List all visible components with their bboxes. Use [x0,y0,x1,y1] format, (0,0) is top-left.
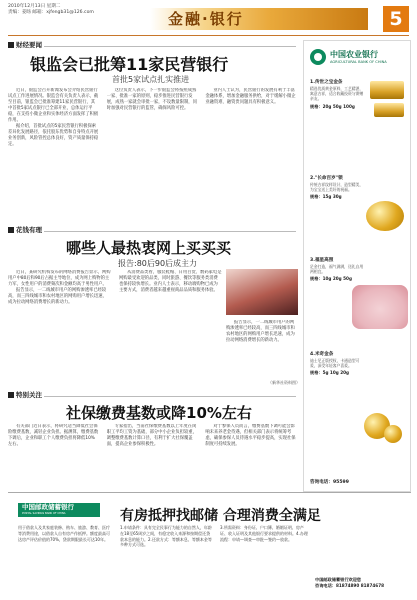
header-meta [8,4,94,16]
gold-bar-image [374,103,404,117]
product-title: 2."长命百岁"锁 [310,176,343,181]
product-title: 4.米奇金条 [310,352,334,357]
story3-body [8,424,296,488]
gold-coin-image [384,425,402,443]
paragraph: 这位负责人表示，下一步银监会将按照成熟一家、批准一家的原则，稳步推进民营银行发展，成熟一家就会审批一家，不设数量限制，同时加强对民营银行的监管，确保风险可控。 [106,88,197,111]
paragraph: 近日，某研究机构发布的网络消费报告显示，网购用户中80后和90后占据主导地位，成为网上购物的主力军，女性用户的消费频次和金额均高于男性用户。 [8,270,111,287]
story2-subhead: 报告:80后90后成主力 [118,259,198,268]
paragraph: 据介绍，首批试点的5家民营银行积极探索差异化发展路径，依托股东优势和自身特点开展业务创新，风险管控总体良好，资产质量保持稳定。 [8,124,99,147]
product-desc: 足金打造，福气满满，送礼自用两相宜。 [310,264,364,275]
tag-rule [44,46,296,47]
section-tag-special: 特别关注 [8,391,42,400]
tag-square-icon [8,392,14,398]
gold-bar-image [370,81,404,99]
section-title: 金融·银行 [168,10,244,28]
ad-headline: 有房抵押找邮储 合理消费全满足 [120,508,321,524]
story1-column [8,88,99,222]
story1-body [8,88,296,222]
story2-body [8,270,222,388]
ad-text: 3.所需资料：身份证、户口簿、婚姻证明、房产证、收入证明及其他银行要求提供的材料。4.办理流程：申请—调查—审批—签约—放款。 [220,525,308,542]
psbc-loan-ad [8,492,411,596]
abc-brand [310,47,406,69]
paragraph: 从消费品类看，服装鞋帽、日用百货、数码家电是网购最受欢迎的品类，同时旅游、餐饮等服务类消费也保持较快增长。业内人士表示，移动端购物已成为主要方式，消费者越来越重视商品品质和服务体验。 [119,270,222,293]
product-spec: 规格：20g 50g 100g [310,103,355,109]
product-desc: 传统吉祥纹样设计，造型精美，为宝宝送上美好的祝福。 [310,182,364,193]
ad-text: 1.申请条件：具有完全民事行为能力的自然人，年龄在18至65周岁之间，有稳定收入来源和按期偿还贷款本息的能力。2.还款方式：等额本息、等额本金等多种方式可选。 [120,525,212,548]
editor-info: 责编：姜旸 邮箱：xjfengb31@126.com [8,10,94,15]
section-tag-spending: 花钱有理 [8,226,42,235]
product-spec: 规格：10g 20g 50g [310,276,352,282]
page-header [0,0,417,36]
tag-rule [44,396,296,397]
abc-gold-ad [303,40,411,492]
story3-column [8,424,99,488]
psbc-name-cn: 中国邮政储蓄银行 [22,503,74,511]
abc-name-en: AGRICULTURAL BANK OF CHINA [330,60,387,64]
story2-column [119,270,222,388]
product-spec: 规格：5g 10g 20g [310,370,350,376]
ad-contact-label: 咨询电话： [315,583,336,588]
paragraph: 专家指出，当前社保缴费基数以上年度在岗职工平均工资为基础，部分中小企业负担较重，调整缴费基数计算口径，有利于扩大社保覆盖面，提高企业参保积极性。 [106,424,197,447]
page-number: 5 [383,6,409,32]
paragraph: 报告显示，一二线城市用户的网购渗透率已经较高，而三四线城市和农村地区的网购用户增长迅速，成为拉动网络消费增长的新动力。 [8,288,107,305]
product-item [310,257,406,282]
gold-lock-image [366,201,404,231]
issue-date: 2010年12月13日 星期二 [8,4,61,9]
story1-column [107,88,198,222]
product-item [310,175,406,200]
product-title: 3.福星高照 [310,258,334,263]
product-spec: 规格：15g 30g [310,194,342,200]
product-desc: 迪士尼正版授权，卡通造型可爱，深受年轻客户喜爱。 [310,358,360,369]
story1-subhead: 首批5家试点扎实推进 [112,75,190,84]
paragraph: 报告显示，一二线城市用户的网购渗透率已经较高，而三四线城市和农村地区的网购用户增长迅速，成为拉动网络消费增长的新动力。 [226,320,295,343]
paragraph: 近日，银监会召开新闻发布会介绍民营银行试点工作进展情况。银监会有关负责人表示，截至目前，银监会已批准筹建11家民营银行，其中首批5家试点银行已全部开业，总体运行平稳，在支持小微企业和实体经济方面发挥了积极作用。 [8,88,99,123]
tag-square-icon [8,227,14,233]
ad-phones: 81874890 81874678 [335,583,385,588]
story1-column [205,88,296,222]
header-rule [8,35,409,36]
section-tag-finance: 财经要闻 [8,41,42,50]
abc-hotline: 咨询电话：95599 [310,480,349,485]
story2-headline: 哪些人最热衷网上买买买 [66,239,232,257]
tag-square-icon [8,42,14,48]
abc-name-cn: 中国农业银行 [330,50,378,59]
story1-headline: 银监会已批筹11家民营银行 [30,55,229,74]
ad-contact [315,577,384,589]
psbc-name-en: POSTAL SAVINGS BANK OF CHINA [22,512,66,515]
shopping-couple-photo [226,269,298,315]
story3-column [205,424,296,488]
story2-column [8,270,111,388]
story2-side-column [226,320,298,378]
product-title: 1.传世之宝金条 [310,80,343,85]
paragraph: 对于参保人员而言，缴费基数下调可能会影响未来养老金待遇，但相关部门表示将统筹考虑，确保参保人员待遇水平稳步提高，实现社保制度可持续发展。 [205,424,296,447]
ad-text: 用于借款人及其家庭装修、购车、旅游、教育、医疗等消费用途，以借款人自有房产作抵押。额度最高可达房产评估价值的70%，贷款期限最长可达10年。 [18,525,110,542]
product-item [310,351,406,376]
ad-branch: 中国邮政储蓄银行欢迎您 [315,577,362,582]
paragraph: 有关部门近日表示，将研究适当降低社会保险缴费基数，减轻企业负担。据测算，缴费基数下调后，企业和职工个人缴费负担将降低10%左右。 [8,424,99,447]
tag-rule [44,231,296,232]
product-desc: 精选优质黄金原料，工艺精湛，寓意吉祥，适合收藏投资与馈赠亲友。 [310,86,364,102]
abc-logo-icon [310,49,326,65]
mickey-gold-image [352,285,408,329]
paragraph: 业内人士认为，民营银行的发展有利于丰富金融体系，增加金融服务供给，对于缓解小微企业融资难、融资贵问题具有积极意义。 [205,88,296,105]
photo-caption: （新华社资料图） [268,380,300,385]
story3-headline: 社保缴费基数或降10%左右 [66,404,252,422]
story3-column [107,424,198,488]
